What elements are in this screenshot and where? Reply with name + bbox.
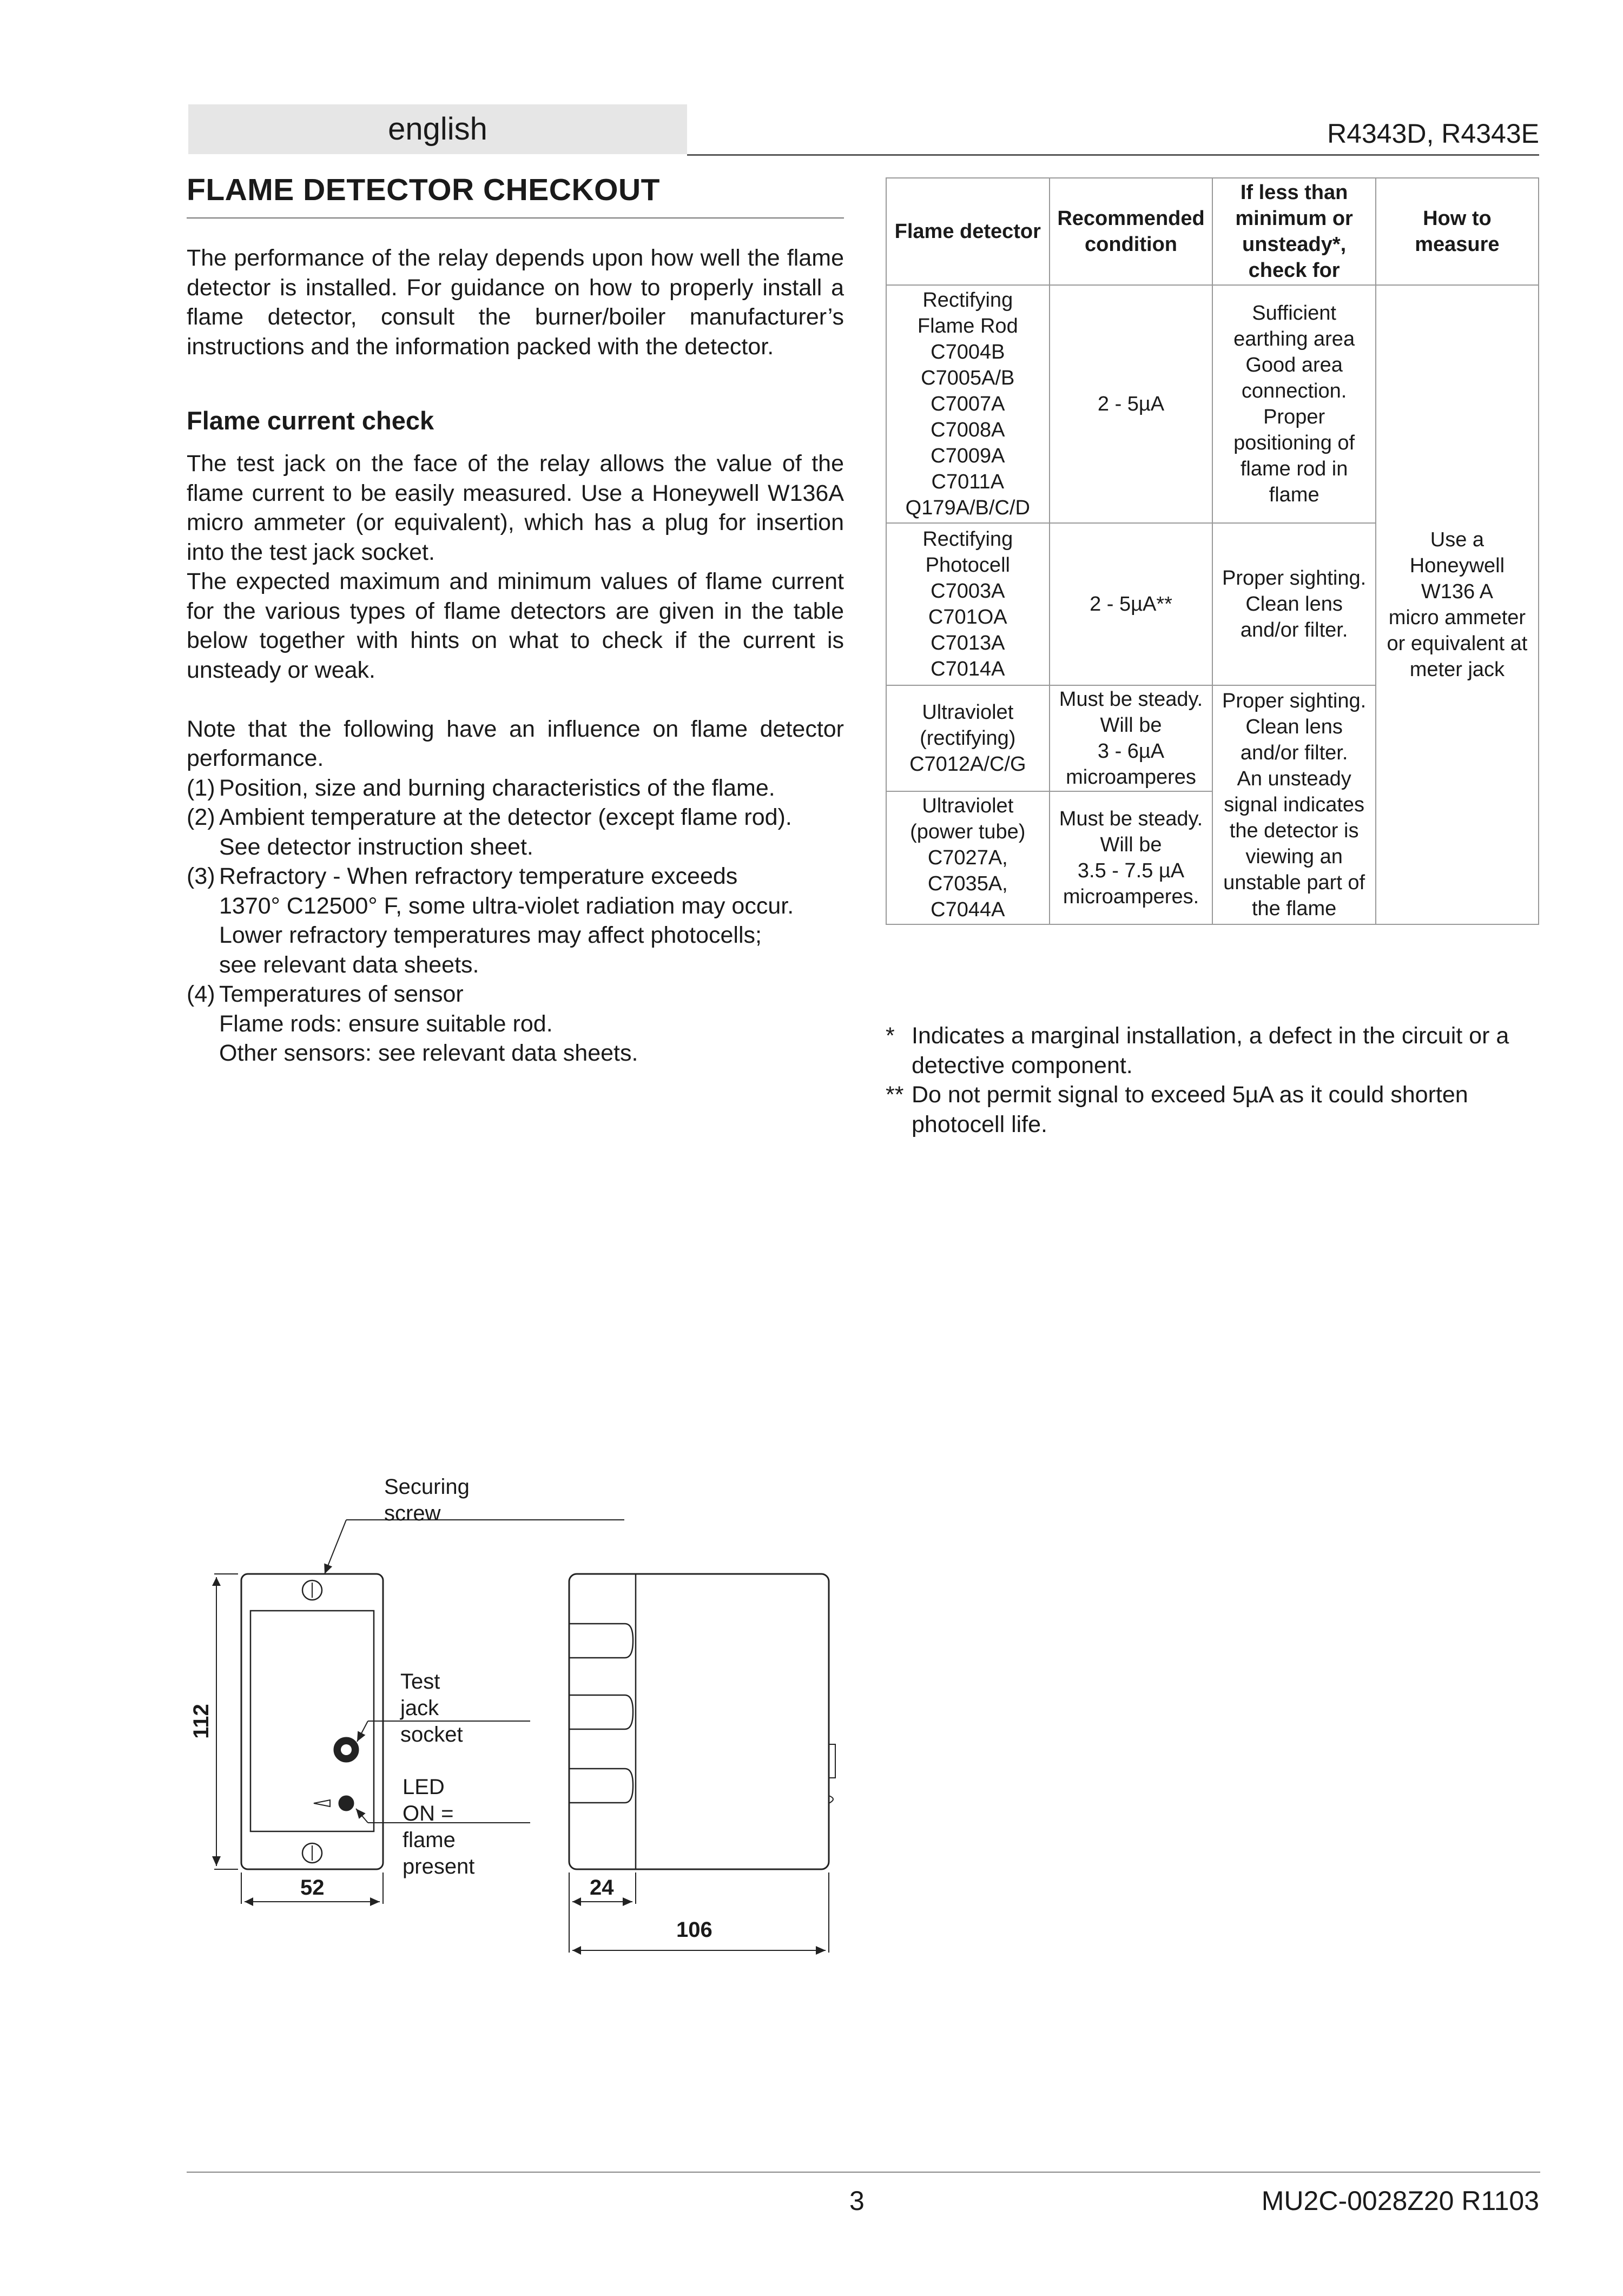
footnote-mark: * bbox=[886, 1023, 895, 1049]
table-header-row bbox=[886, 178, 1539, 285]
table-cell: 2 - 5µA bbox=[1050, 285, 1213, 523]
intro-paragraph-block bbox=[187, 243, 844, 361]
relay-front-body bbox=[241, 1574, 383, 1869]
footnote-text: Indicates a marginal installation, a defect in the circuit or a detective component. bbox=[912, 1023, 1509, 1078]
dimension-width: 52 bbox=[300, 1876, 325, 1900]
table-cell: Rectifying Photocell C7003A C701OA C7013A C7014A bbox=[886, 523, 1050, 685]
note-intro: Note that the following have an influence on flame detector performance. bbox=[187, 716, 844, 771]
list-item: (2) Ambient temperature at the detector (except flame rod). See detector instruction sheet. bbox=[187, 803, 844, 862]
table-cell: Must be steady. Will be 3 - 6µA microamperes bbox=[1050, 685, 1213, 791]
language-label: english bbox=[388, 111, 487, 147]
influence-list bbox=[187, 773, 844, 1068]
page-number: 3 bbox=[849, 2186, 865, 2216]
section-title-rule bbox=[187, 217, 844, 219]
flame-current-text bbox=[187, 449, 844, 1068]
subsection-title: Flame current check bbox=[187, 406, 434, 435]
securing-screw-label: Securing screw bbox=[384, 1475, 470, 1525]
section-title: FLAME DETECTOR CHECKOUT bbox=[187, 173, 660, 207]
intro-paragraph: The performance of the relay depends upon how well the flame detector is installed. For guidance on how to properly install a flame detector, consult the burner/boiler manufacturer’s instructions and the information packed with the detector. bbox=[187, 245, 844, 360]
table-cell-how-to-measure: Use a Honeywell W136 A micro ammeter or equivalent at meter jack bbox=[1376, 285, 1539, 924]
table-cell: Ultraviolet (power tube) C7027A, C7035A, C7044A bbox=[886, 791, 1050, 924]
list-number: (4) bbox=[187, 981, 215, 1007]
table-row bbox=[886, 285, 1539, 523]
footnotes bbox=[886, 1021, 1540, 1139]
table-cell: Must be steady. Will be 3.5 - 7.5 µA microamperes. bbox=[1050, 791, 1213, 924]
expected-values-paragraph: The expected maximum and minimum values of flame current for the various types of flame detectors are given in the table below together with hints on what to check if the current is unsteady or weak. bbox=[187, 568, 844, 683]
table-header: How to measure bbox=[1376, 178, 1539, 285]
model-numbers: R4343D, R4343E bbox=[1327, 118, 1539, 149]
dimension-height: 112 bbox=[189, 1704, 213, 1739]
footer-rule bbox=[187, 2172, 1540, 2173]
document-code: MU2C-0028Z20 R1103 bbox=[1261, 2186, 1539, 2216]
dimension-front: 24 bbox=[590, 1876, 614, 1900]
list-item: (1) Position, size and burning characteristics of the flame. bbox=[187, 773, 844, 803]
footnote bbox=[886, 1080, 1540, 1139]
table-cell: 2 - 5µA** bbox=[1050, 523, 1213, 685]
table-cell: Sufficient earthing area Good area connection. Proper positioning of flame rod in flame bbox=[1212, 285, 1375, 523]
list-number: (2) bbox=[187, 804, 215, 830]
list-item: (3) Refractory - When refractory temperature exceeds 1370° C12500° F, some ultra-violet radiation may occur. Lower refractory temperatures may affect photocells; see relevant data sheets. bbox=[187, 862, 844, 980]
table-cell: Ultraviolet (rectifying) C7012A/C/G bbox=[886, 685, 1050, 791]
table-cell: Proper sighting. Clean lens and/or filter. bbox=[1212, 523, 1375, 685]
table-header: Flame detector bbox=[886, 178, 1050, 285]
table-header: Recommended condition bbox=[1050, 178, 1213, 285]
test-jack-paragraph: The test jack on the face of the relay allows the value of the flame current to be easily measured. Use a Honeywell W136A micro ammeter (or equivalent), which has a plug for insertion into the test jack socket. bbox=[187, 451, 844, 565]
list-number: (3) bbox=[187, 863, 215, 889]
relay-drawing bbox=[162, 1471, 866, 1985]
footnote-mark: ** bbox=[886, 1082, 904, 1108]
led-icon bbox=[339, 1796, 353, 1810]
table-header: If less than minimum or unsteady*, check for bbox=[1212, 178, 1375, 285]
relay-front-panel bbox=[250, 1611, 374, 1831]
table-cell: Proper sighting. Clean lens and/or filter. An unsteady signal indicates the detector is viewing an unstable part of the flame bbox=[1212, 685, 1375, 924]
header-rule bbox=[687, 154, 1539, 156]
list-item: (4) Temperatures of sensor Flame rods: ensure suitable rod. Other sensors: see relevant data sheets. bbox=[187, 980, 844, 1068]
test-jack-label: Test jack socket bbox=[400, 1670, 463, 1746]
dimension-depth: 106 bbox=[676, 1918, 712, 1942]
led-symbol-icon bbox=[314, 1800, 330, 1807]
table-cell: Rectifying Flame Rod C7004B C7005A/B C7007A C7008A C7009A C7011A Q179A/B/C/D bbox=[886, 285, 1050, 523]
flame-detector-table bbox=[886, 177, 1539, 925]
footnote-text: Do not permit signal to exceed 5µA as it could shorten photocell life. bbox=[912, 1082, 1468, 1137]
footnote bbox=[886, 1021, 1540, 1080]
relay-side-body bbox=[569, 1574, 829, 1869]
list-number: (1) bbox=[187, 775, 215, 801]
led-label: LED ON = flame present bbox=[403, 1775, 475, 1878]
